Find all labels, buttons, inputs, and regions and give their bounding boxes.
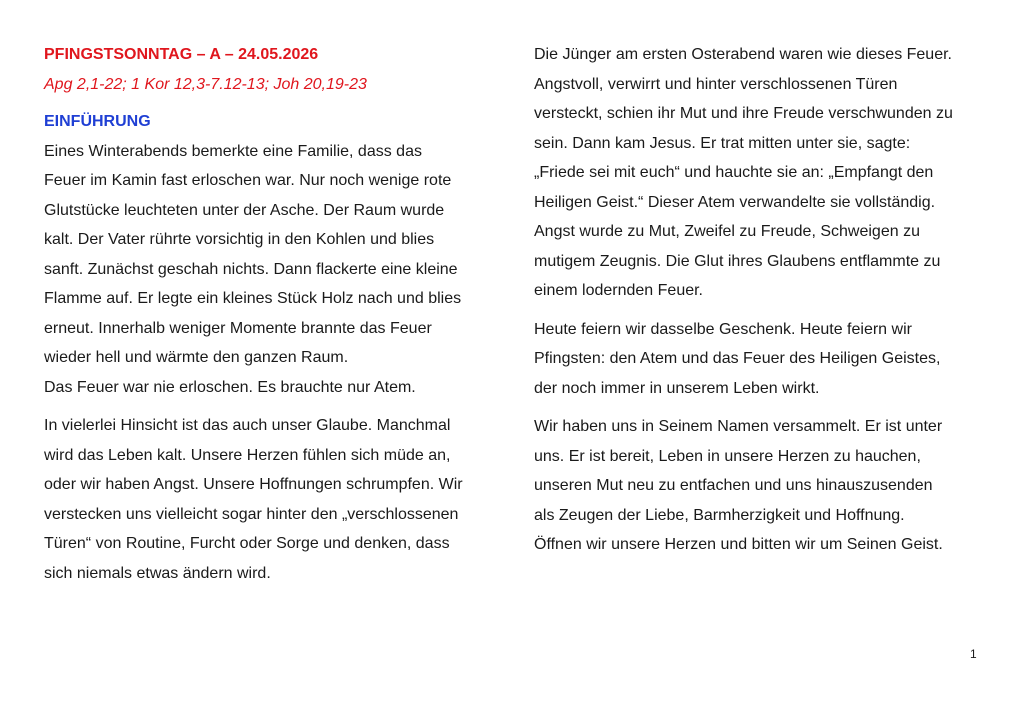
text-line: der noch immer in unserem Leben wirkt.	[534, 379, 820, 397]
text-line: Heute feiern wir dasselbe Geschenk. Heute feiern wir	[534, 320, 912, 338]
text-line: In vielerlei Hinsicht ist das auch unser Glaube. Manchmal	[44, 417, 451, 434]
page-number: 1	[970, 647, 977, 661]
text-line: Die Jünger am ersten Osterabend waren wie dieses Feuer.	[534, 46, 952, 63]
text-line: einem lodernden Feuer.	[534, 282, 703, 299]
text-line: Das Feuer war nie erloschen. Es brauchte nur Atem.	[44, 378, 416, 396]
text-line: uns. Er ist bereit, Leben in unsere Herzen zu hauchen,	[534, 447, 921, 465]
text-line: Glutstücke leuchteten unter der Asche. Der Raum wurde	[44, 201, 445, 219]
text-line: als Zeugen der Liebe, Barmherzigkeit und Hoffnung.	[534, 506, 905, 524]
right-body	[534, 40, 989, 560]
text-line: sich niemals etwas ändern wird.	[44, 564, 271, 582]
section-heading: EINFÜHRUNG	[44, 113, 151, 130]
paragraph	[534, 315, 989, 404]
text-line: verstecken uns vielleicht sogar hinter den „verschlossenen	[44, 505, 459, 523]
text-line: mutigem Zeugnis. Die Glut ihres Glaubens entflammte zu	[534, 252, 941, 270]
text-line: kalt. Der Vater rührte vorsichtig in den Kohlen und blies	[44, 231, 435, 248]
text-line: wieder hell und wärmte den ganzen Raum.	[44, 349, 349, 366]
paragraph	[534, 40, 989, 306]
text-line: Türen“ von Routine, Furcht oder Sorge und denken, dass	[44, 535, 450, 552]
text-line: sein. Dann kam Jesus. Er trat mitten unter sie, sagte:	[534, 134, 911, 152]
text-line: Flamme auf. Er legte ein kleines Stück Holz nach und blies	[44, 290, 462, 307]
paragraph	[534, 412, 989, 560]
text-line: Wir haben uns in Seinem Namen versammelt. Er ist unter	[534, 418, 943, 435]
text-line: Heiligen Geist.“ Dieser Atem verwandelte sie vollständig.	[534, 193, 936, 211]
text-line: Eines Winterabends bemerkte eine Familie, dass das	[44, 142, 422, 160]
text-line: versteckt, schien ihr Mut und ihre Freude verschwunden zu	[534, 105, 953, 122]
paragraph	[44, 411, 494, 588]
text-line: erneut. Innerhalb weniger Momente brannte das Feuer	[44, 319, 432, 337]
page-title: PFINGSTSONNTAG – A – 24.05.2026	[44, 46, 319, 63]
left-column	[44, 40, 494, 597]
text-line: wird das Leben kalt. Unsere Herzen fühlen sich müde an,	[44, 446, 451, 464]
text-line: unseren Mut neu zu entfachen und uns hinauszusenden	[534, 477, 933, 494]
left-body	[44, 137, 494, 589]
text-line: Öffnen wir unsere Herzen und bitten wir um Seinen Geist.	[534, 536, 943, 553]
paragraph	[44, 137, 494, 403]
text-line: oder wir haben Angst. Unsere Hoffnungen schrumpfen. Wir	[44, 476, 463, 493]
text-line: „Friede sei mit euch“ und hauchte sie an: „Empfangt den	[534, 164, 934, 181]
right-column	[534, 40, 989, 569]
reading-references: Apg 2,1-22; 1 Kor 12,3-7.12-13; Joh 20,19-23	[44, 75, 367, 93]
text-line: Feuer im Kamin fast erloschen war. Nur noch wenige rote	[44, 172, 452, 189]
text-line: Angst wurde zu Mut, Zweifel zu Freude, Schweigen zu	[534, 223, 920, 240]
text-line: Pfingsten: den Atem und das Feuer des Heiligen Geistes,	[534, 350, 941, 367]
text-line: sanft. Zunächst geschah nichts. Dann flackerte eine kleine	[44, 260, 458, 278]
text-line: Angstvoll, verwirrt und hinter verschlossenen Türen	[534, 75, 898, 93]
